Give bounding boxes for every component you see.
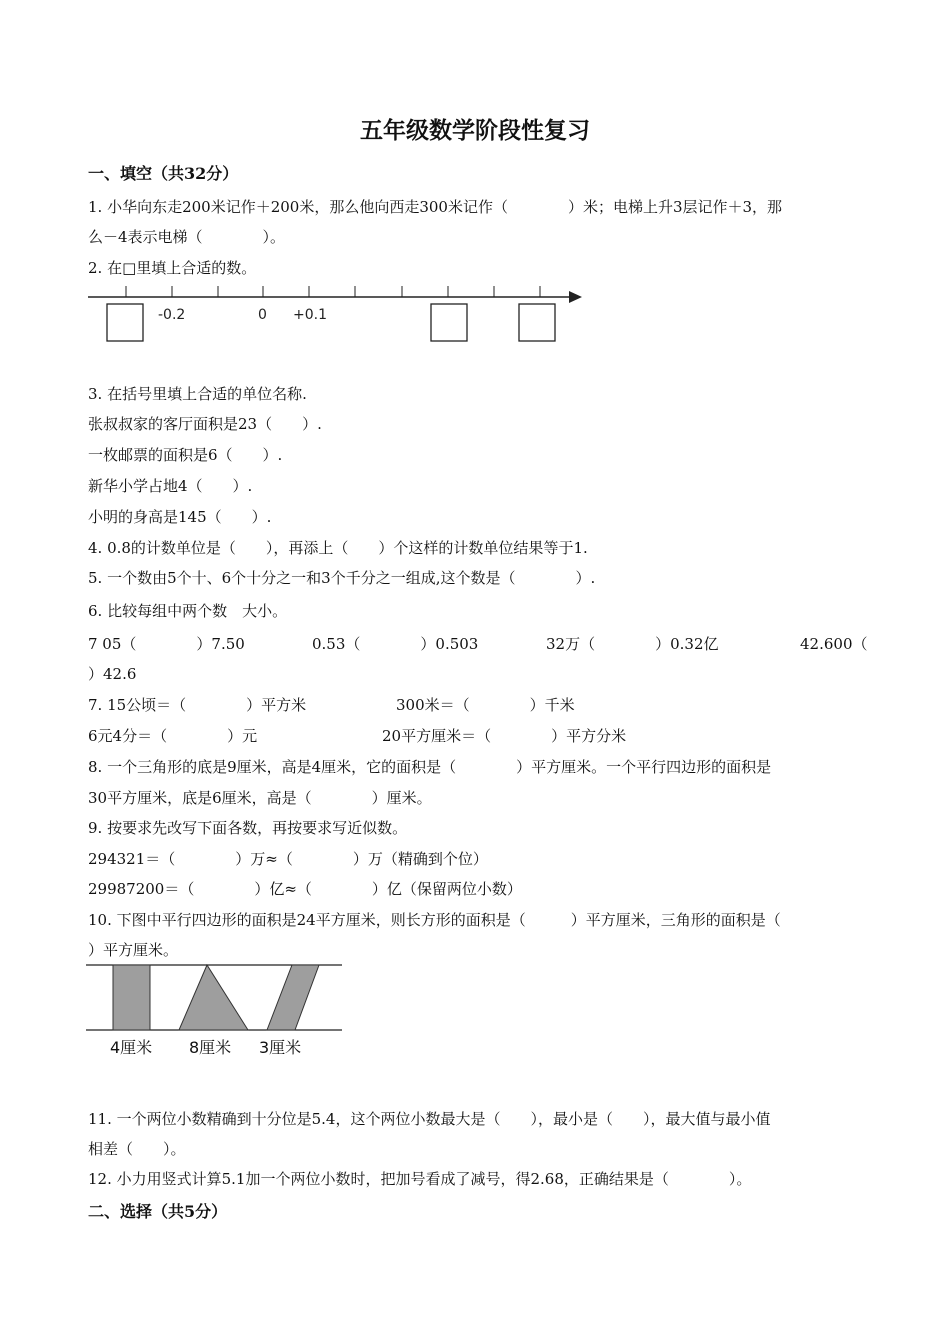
parallelogram-base-label: 3厘米 bbox=[259, 1038, 302, 1057]
question-8-line-1: 8. 一个三角形的底是9厘米，高是4厘米，它的面积是（ ）平方厘米。一个平行四边形的面积是 bbox=[88, 758, 772, 776]
number-line-ticks bbox=[126, 286, 540, 297]
page-title: 五年级数学阶段性复习 bbox=[360, 117, 590, 144]
section-1-heading: 一、填空（共32分） bbox=[88, 164, 239, 183]
question-7-item-1: 7. 15公顷＝（ ）平方米 bbox=[88, 696, 307, 714]
triangle-base-label: 8厘米 bbox=[189, 1038, 232, 1057]
question-6-item-1: 7 05（ ）7.50 bbox=[88, 635, 245, 653]
question-4: 4. 0.8的计数单位是（ ），再添上（ ）个这样的计数单位结果等于1. bbox=[88, 539, 588, 557]
question-3: 3. 在括号里填上合适的单位名称. bbox=[88, 385, 307, 403]
question-1-line-2: 么－4表示电梯（ ）。 bbox=[88, 228, 286, 246]
label-neg-0-2: -0.2 bbox=[158, 307, 186, 323]
question-11-line-2: 相差（ ）。 bbox=[88, 1140, 186, 1158]
question-11-line-1: 11. 一个两位小数精确到十分位是5.4，这个两位小数最大是（ ），最小是（ ），最大值与最小值 bbox=[88, 1110, 771, 1128]
question-9-item-2: 29987200＝（ ）亿≈（ ）亿（保留两位小数） bbox=[88, 880, 522, 898]
question-5: 5. 一个数由5个十、6个十分之一和3个千分之一组成,这个数是（ ）. bbox=[88, 569, 596, 587]
question-3-item-4: 小明的身高是145（ ）. bbox=[88, 508, 272, 526]
question-6: 6. 比较每组中两个数 大小。 bbox=[88, 602, 288, 620]
label-pos-0-1: +0.1 bbox=[293, 307, 327, 323]
question-6-item-4: 42.600（ bbox=[800, 635, 868, 653]
answer-box-3[interactable] bbox=[519, 304, 555, 341]
question-6-item-3: 32万（ ）0.32亿 bbox=[546, 635, 719, 653]
question-7-item-2: 300米＝（ ）千米 bbox=[396, 696, 575, 714]
section-2-heading: 二、选择（共5分） bbox=[88, 1202, 228, 1221]
question-1-line-1: 1. 小华向东走200米记作＋200米，那么他向西走300米记作（ ）米；电梯上升3层记作＋3，那 bbox=[88, 198, 783, 216]
rectangle-base-label: 4厘米 bbox=[110, 1038, 153, 1057]
question-3-item-3: 新华小学占地4（ ）. bbox=[88, 477, 253, 495]
question-8-line-2: 30平方厘米，底是6厘米，高是（ ）厘米。 bbox=[88, 789, 432, 807]
question-10-line-1: 10. 下图中平行四边形的面积是24平方厘米，则长方形的面积是（ ）平方厘米，三角形的面积是（ bbox=[88, 911, 781, 929]
parallelogram-shape bbox=[267, 965, 319, 1030]
question-7-item-3: 6元4分＝（ ）元 bbox=[88, 727, 258, 745]
triangle-shape bbox=[179, 965, 248, 1030]
question-9: 9. 按要求先改写下面各数，再按要求写近似数。 bbox=[88, 819, 408, 837]
shapes-figure bbox=[86, 960, 346, 1064]
answer-box-1[interactable] bbox=[107, 304, 143, 341]
question-12: 12. 小力用竖式计算5.1加一个两位小数时，把加号看成了减号，得2.68，正确结果是（ ）。 bbox=[88, 1170, 752, 1188]
question-6-item-2: 0.53（ ）0.503 bbox=[312, 635, 479, 653]
number-line-arrow bbox=[569, 291, 582, 303]
question-10-line-2: ）平方厘米。 bbox=[88, 941, 179, 959]
rectangle-shape bbox=[113, 965, 150, 1030]
label-zero: 0 bbox=[258, 307, 267, 323]
number-line-figure bbox=[86, 282, 586, 346]
answer-box-2[interactable] bbox=[431, 304, 467, 341]
question-9-item-1: 294321＝（ ）万≈（ ）万（精确到个位） bbox=[88, 850, 488, 868]
question-3-item-2: 一枚邮票的面积是6（ ）. bbox=[88, 446, 283, 464]
question-7-item-4: 20平方厘米＝（ ）平方分米 bbox=[382, 727, 627, 745]
question-3-item-1: 张叔叔家的客厅面积是23（ ）. bbox=[88, 415, 322, 433]
question-2: 2. 在□里填上合适的数。 bbox=[88, 259, 257, 277]
question-6-tail: ）42.6 bbox=[88, 665, 137, 683]
